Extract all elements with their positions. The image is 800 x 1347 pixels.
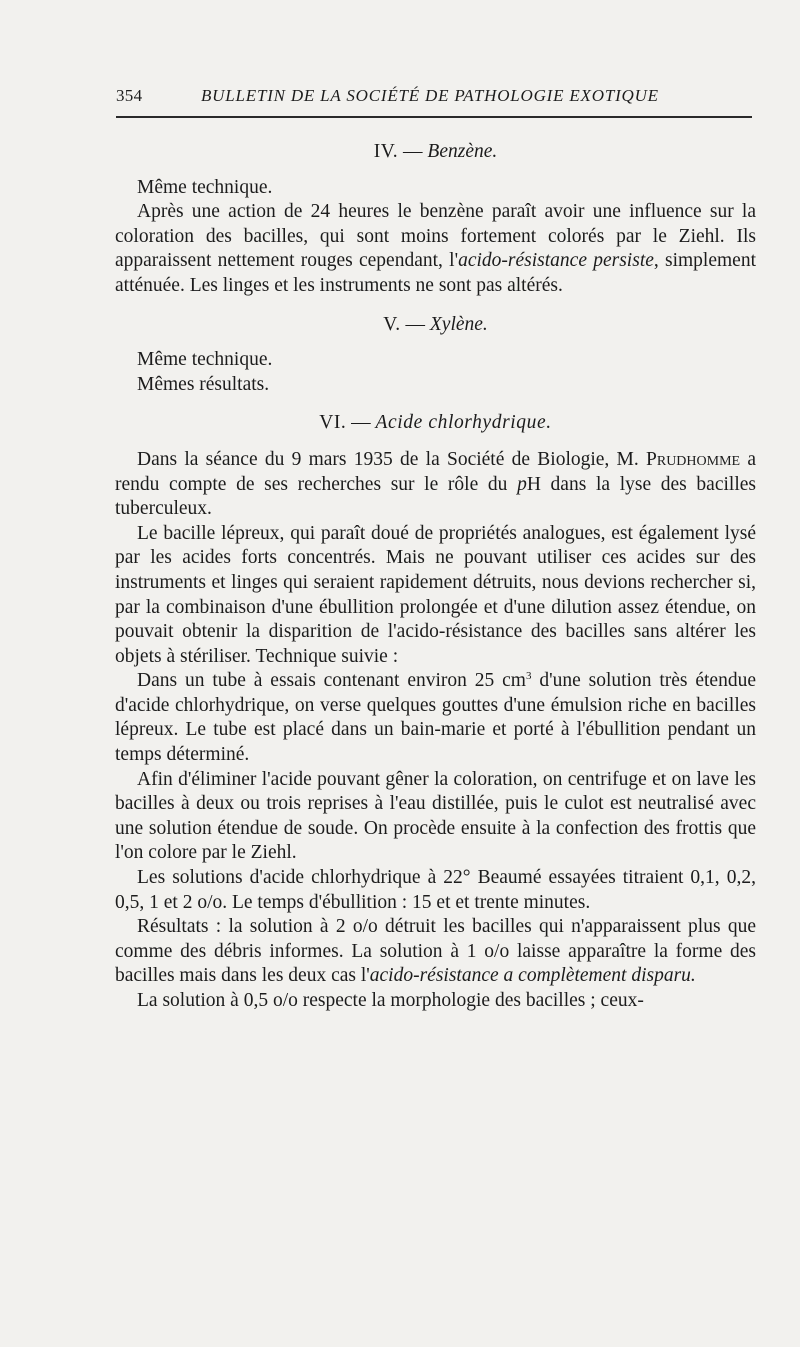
section-title: Xylène. [429,313,488,335]
italic-phrase: acido-résistance a complètement disparu. [369,965,696,987]
paragraph-text: Dans la séance du 9 mars 1935 de la Société de Biologie, M. [137,448,647,470]
section-number: VI. [319,412,347,434]
section-title: Acide chlorhydrique. [375,412,552,434]
body-text [115,140,756,1014]
heading-dash: — [351,412,371,434]
paragraph: Mêmes résultats. [137,373,270,395]
author-name: Prudhomme [646,448,741,470]
paragraph [115,915,756,989]
paragraph [115,448,756,522]
spacer [115,436,756,448]
spacer [115,397,756,411]
section-number: V. [383,313,401,335]
paragraph-text: Après une action de 24 heures le benzène paraît avoir une influence sur la coloration des bacilles, qui sont moins fortement colorés par le Ziehl. Ils apparaissent nettement rouges cependant, l' [115,201,756,272]
paragraph: Afin d'éliminer l'acide pouvant gêner la coloration, on centrifuge et on lave les bacilles à deux ou trois reprises à l'eau distillée, puis le culot est neutralisé avec une solution étendue de soude. On procède ensuite à la confection des frottis que l'on colore par le Ziehl. [115,768,756,864]
section-heading-xylene [115,313,756,338]
spacer [115,165,756,176]
paragraph-text: d'une solution très étendue d'acide chlorhydrique, on verse quelques gouttes d'une émulsion riche en bacilles lépreux. Le tube est placé dans un bain-marie et porté à l'ébullition pendant un temps déterminé. [115,670,756,766]
paragraph: La solution à 0,5 o/o respecte la morphologie des bacilles ; ceux- [137,990,644,1011]
paragraph: Les solutions d'acide chlorhydrique à 22° Beaumé essayées titraient 0,1, 0,2, 0,5, 1 et 2 o/o. Le temps d'ébullition : 15 et et trente minutes. [115,867,756,913]
section-heading-acide-chlorhydrique [115,411,756,436]
italic-phrase: acido-résistance persiste [458,250,654,272]
spacer [115,299,756,313]
paragraph: Même technique. [137,176,273,198]
header-rule [116,116,752,118]
heading-dash: — [403,141,423,162]
superscript: 3 [525,670,532,683]
section-number: IV. [373,141,399,162]
paragraph-text: H dans la lyse des bacilles tuberculeux. [115,473,756,520]
running-header [116,86,752,110]
paragraph-text: a rendu compte de ses recherches sur le rôle du [115,448,756,495]
page-number: 354 [116,86,143,105]
paragraph-text: Résultats : la solution à 2 o/o détruit les bacilles qui n'apparaissent plus que comme des débris informes. La solution à 1 o/o laisse apparaître la forme des bacilles mais dans les deux cas l' [115,916,756,987]
italic-phrase: p [517,473,527,495]
paragraph [115,200,756,298]
journal-title: BULLETIN DE LA SOCIÉTÉ DE PATHOLOGIE EXOTIQUE [201,86,659,105]
paragraph-text: Dans un tube à essais contenant environ 25 cm [137,670,526,692]
section-heading-benzene [115,140,756,165]
section-title: Benzène. [427,141,498,162]
heading-dash: — [405,313,426,335]
paragraph: Même technique. [137,349,273,371]
paragraph-text: , simplement atténuée. Les linges et les instruments ne sont pas altérés. [115,250,757,296]
paragraph [115,669,756,767]
spacer [115,337,756,348]
paragraph: Le bacille lépreux, qui paraît doué de propriétés analogues, est également lysé par les acides forts concentrés. Mais ne pouvant utiliser ces acides sur des instruments et linges qui seraient rapidement détruits, nous devions rechercher si, par la combinaison d'une ébullition prolongée et d'une dilution assez étendue, on pouvait obtenir la disparition de l'acido-résistance des bacilles sans altérer les objets à stériliser. Technique suivie : [115,522,756,667]
